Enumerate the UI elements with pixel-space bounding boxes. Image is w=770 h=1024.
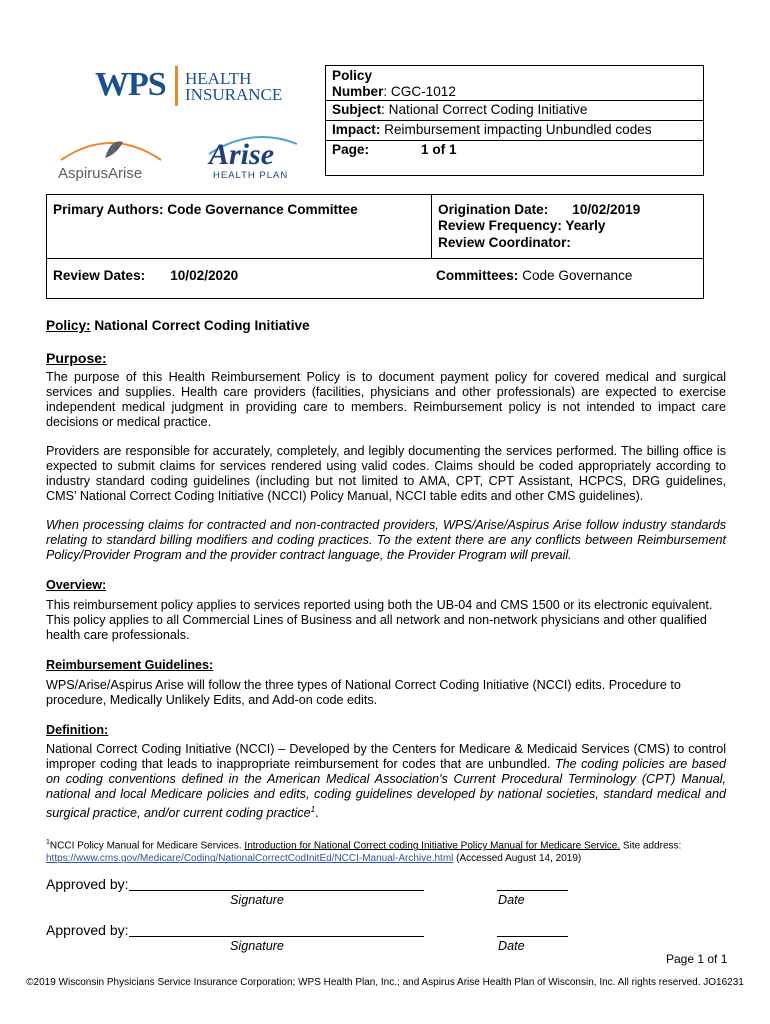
definition-paragraph: National Correct Coding Initiative (NCCI) – Developed by the Centers for Medicare & Medicaid Services (CMS) to control improper coding that leads to inappropriate reimbursement for codes that are unbundled. The coding policies are based on coding conventions defined in the American Medical Association's Current Procedural Terminology (CPT) Manual, national and local Medicare policies and edits, coding guidelines developed by national societies, standard medical and surgical practice, and/or current coding practice$^1$. [46,742,727,821]
signature-line-2[interactable] [129,936,424,937]
purpose-paragraph-1: The purpose of this Health Reimbursement Policy is to document payment policy for covered medical and surgical services and supplies. Health care providers (facilities, physicians and other professionals) are expected to exercise independent medical judgment in providing care to members. Reimbursement policy is not intended to impact care decisions or medical practice. [46,370,726,429]
policy-title: Policy: National Correct Coding Initiative [46,318,310,333]
overview-heading: Overview: [46,578,107,592]
date-line-2[interactable] [497,936,568,937]
footnote-title-link[interactable]: Introduction for National Correct coding Initiative Policy Manual for Medicare Service. [244,840,621,852]
aspirus-arc-icon [55,132,167,164]
date-line-1[interactable] [497,890,568,891]
arise-text: Arise [209,138,275,171]
origination-date: Origination Date: 10/02/2019 [438,202,641,217]
approved-by-label-2: Approved by: [46,922,129,938]
primary-authors: Primary Authors: Code Governance Committee [53,202,358,217]
footnote-url-link[interactable]: https://www.cms.gov/Medicare/Coding/NationalCorrectCodInitEd/NCCI-Manual-Archive.html [46,853,454,865]
wps-logo-divider [175,66,178,106]
footnote: $^1$NCCI Policy Manual for Medicare Services. Introduction for National Correct coding Initiative Policy Manual for Medicare Service. Site address: https://www.cms.gov/Medicare/Coding/NationalCorrectCodInitEd/NCCI-Manual-Archive.html (Accessed August 14, 2019) [46,839,682,865]
committees: Committees: Code Governance [436,268,633,283]
policy-impact: Impact: Reimbursement impacting Unbundled codes [332,122,652,137]
wps-logo-text: WPS [95,66,166,103]
copyright-footer: ©2019 Wisconsin Physicians Service Insurance Corporation; WPS Health Plan, Inc.; and Aspirus Arise Health Plan of Wisconsin, Inc. All rights reserved. JO16231 [26,977,744,988]
date-caption-2: Date [498,939,525,953]
review-coordinator: Review Coordinator: [438,235,571,250]
definition-heading: Definition: [46,723,109,737]
review-frequency: Review Frequency: Yearly [438,218,606,233]
reimbursement-guidelines-paragraph: WPS/Arise/Aspirus Arise will follow the three types of National Correct Coding Initiative (NCCI) edits. Procedure to procedure, Medically Unlikely Edits, and Add-on code edits. [46,678,681,707]
purpose-heading: Purpose: [46,350,107,366]
review-dates: Review Dates: 10/02/2020 [53,268,239,283]
aspirus-arise-logo [55,132,167,187]
policy-label: Policy [332,68,373,83]
purpose-paragraph-3: When processing claims for contracted and non-contracted providers, WPS/Arise/Aspirus Arise follow industry standards relating to standard billing modifiers and coding practices. To the extent there are any conflicts between Reimbursement Policy/Provider Program and the provider contract language, the Provider Program will prevail. [46,518,726,562]
signature-line-1[interactable] [129,890,424,891]
wps-logo-insurance: INSURANCE [185,85,283,104]
purpose-paragraph-2: Providers are responsible for accurately, completely, and legibly documenting the services performed. The billing office is expected to submit claims for services rendered using valid codes. Claims should be coded appropriately according to industry standard coding guidelines (including but not limited to AMA, CPT, CPT Assistant, HCPCS, DRG guidelines, CMS’ National Correct Coding Initiative (NCCI) Policy Manual, NCCI table edits and other CMS guidelines). [46,444,726,503]
overview-paragraph: This reimbursement policy applies to services reported using both the UB-04 and CMS 1500 or its electronic equivalent. This policy applies to all Commercial Lines of Business and all network and non-network physicians and other qualified health care professionals. [46,598,713,642]
reimbursement-guidelines-heading: Reimbursement Guidelines: [46,658,214,672]
wps-logo-health: HEALTH [185,69,252,88]
signature-caption-1: Signature [230,893,284,907]
aspirus-arise-text: AspirusArise [58,165,143,182]
policy-number: Number: CGC-1012 [332,84,456,99]
page-number: Page 1 of 1 [666,952,728,966]
arise-health-plan-text: HEALTH PLAN [213,170,289,181]
wps-logo [95,64,283,109]
signature-caption-2: Signature [230,939,284,953]
policy-page: Page: 1 of 1 [332,142,457,157]
approved-by-label-1: Approved by: [46,876,129,892]
date-caption-1: Date [498,893,525,907]
arise-health-plan-logo [205,130,300,185]
policy-subject: Subject: National Correct Coding Initiative [332,102,588,117]
